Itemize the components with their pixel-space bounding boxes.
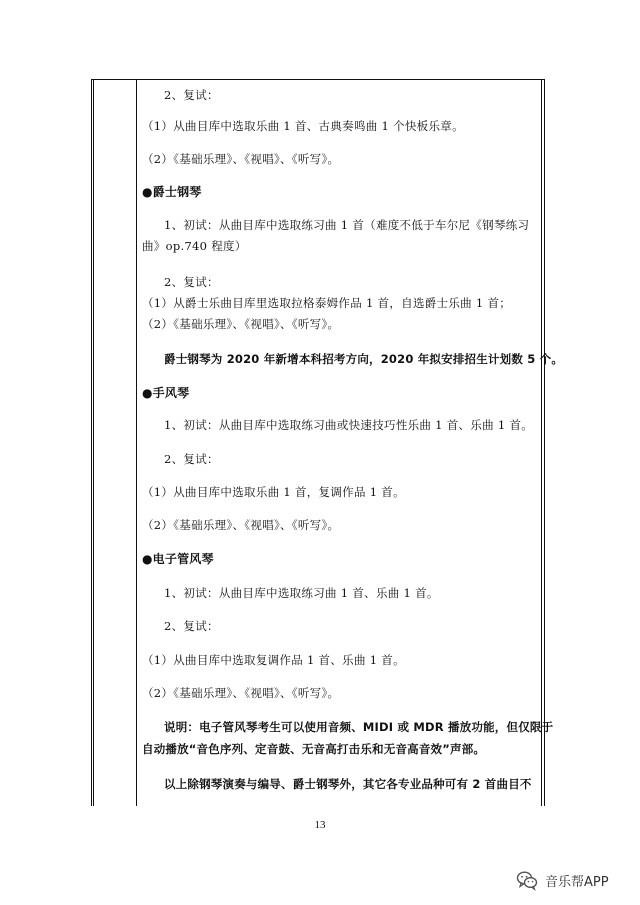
organ-note-line-2: 自动播放“音色序列、定音鼓、无音高打击乐和无音高音效”声部。	[142, 742, 486, 756]
accordion-initial-test: 1、初试：从曲目库中选取练习曲或快速技巧性乐曲 1 首、乐曲 1 首。	[164, 418, 534, 432]
wechat-logo-icon	[515, 868, 539, 892]
section-heading-accordion: ●手风琴	[142, 386, 190, 400]
page-number: 13	[314, 819, 326, 831]
jazz-note: 爵士钢琴为 2020 年新增本科招考方向，2020 年拟安排招生计划数 5 个。	[164, 352, 564, 366]
jazz-retest-item-1: （1）从爵士乐曲目库里选取拉格泰姆作品 1 首，自选爵士乐曲 1 首；	[142, 296, 512, 310]
section-heading-jazz-piano: ●爵士钢琴	[142, 185, 202, 199]
jazz-initial-test: 1、初试：从曲目库中选取练习曲 1 首（难度不低于车尔尼《钢琴练习	[164, 218, 530, 232]
watermark	[515, 866, 609, 894]
organ-retest-item-1: （1）从曲目库中选取复调作品 1 首、乐曲 1 首。	[142, 653, 405, 667]
organ-retest-heading: 2、复试：	[164, 619, 219, 633]
accordion-retest-heading: 2、复试：	[164, 452, 219, 466]
organ-initial-test: 1、初试：从曲目库中选取练习曲 1 首、乐曲 1 首。	[164, 586, 439, 600]
section-heading-electronic-organ: ●电子管风琴	[142, 552, 214, 566]
watermark-text: 音乐帮APP	[545, 874, 609, 890]
retest-heading: 2、复试：	[164, 88, 219, 102]
retest-item-2: （2）《基础乐理》、《视唱》、《听写》。	[142, 152, 340, 166]
organ-note-line-1: 说明：电子管风琴考生可以使用音频、MIDI 或 MDR 播放功能，但仅限于	[164, 720, 554, 734]
jazz-retest-heading: 2、复试：	[164, 275, 219, 289]
jazz-initial-test-cont: 曲》op.740 程度）	[142, 239, 247, 253]
retest-item-1: （1）从曲目库中选取乐曲 1 首、古典奏鸣曲 1 个快板乐章。	[142, 119, 464, 133]
jazz-retest-item-2: （2）《基础乐理》、《视唱》、《听写》。	[142, 317, 340, 331]
organ-retest-item-2: （2）《基础乐理》、《视唱》、《听写》。	[142, 686, 340, 700]
accordion-retest-item-2: （2）《基础乐理》、《视唱》、《听写》。	[142, 518, 340, 532]
accordion-retest-item-1: （1）从曲目库中选取乐曲 1 首，复调作品 1 首。	[142, 485, 405, 499]
general-note-line: 以上除钢琴演奏与编导、爵士钢琴外，其它各专业品种可有 2 首曲目不	[164, 777, 532, 791]
